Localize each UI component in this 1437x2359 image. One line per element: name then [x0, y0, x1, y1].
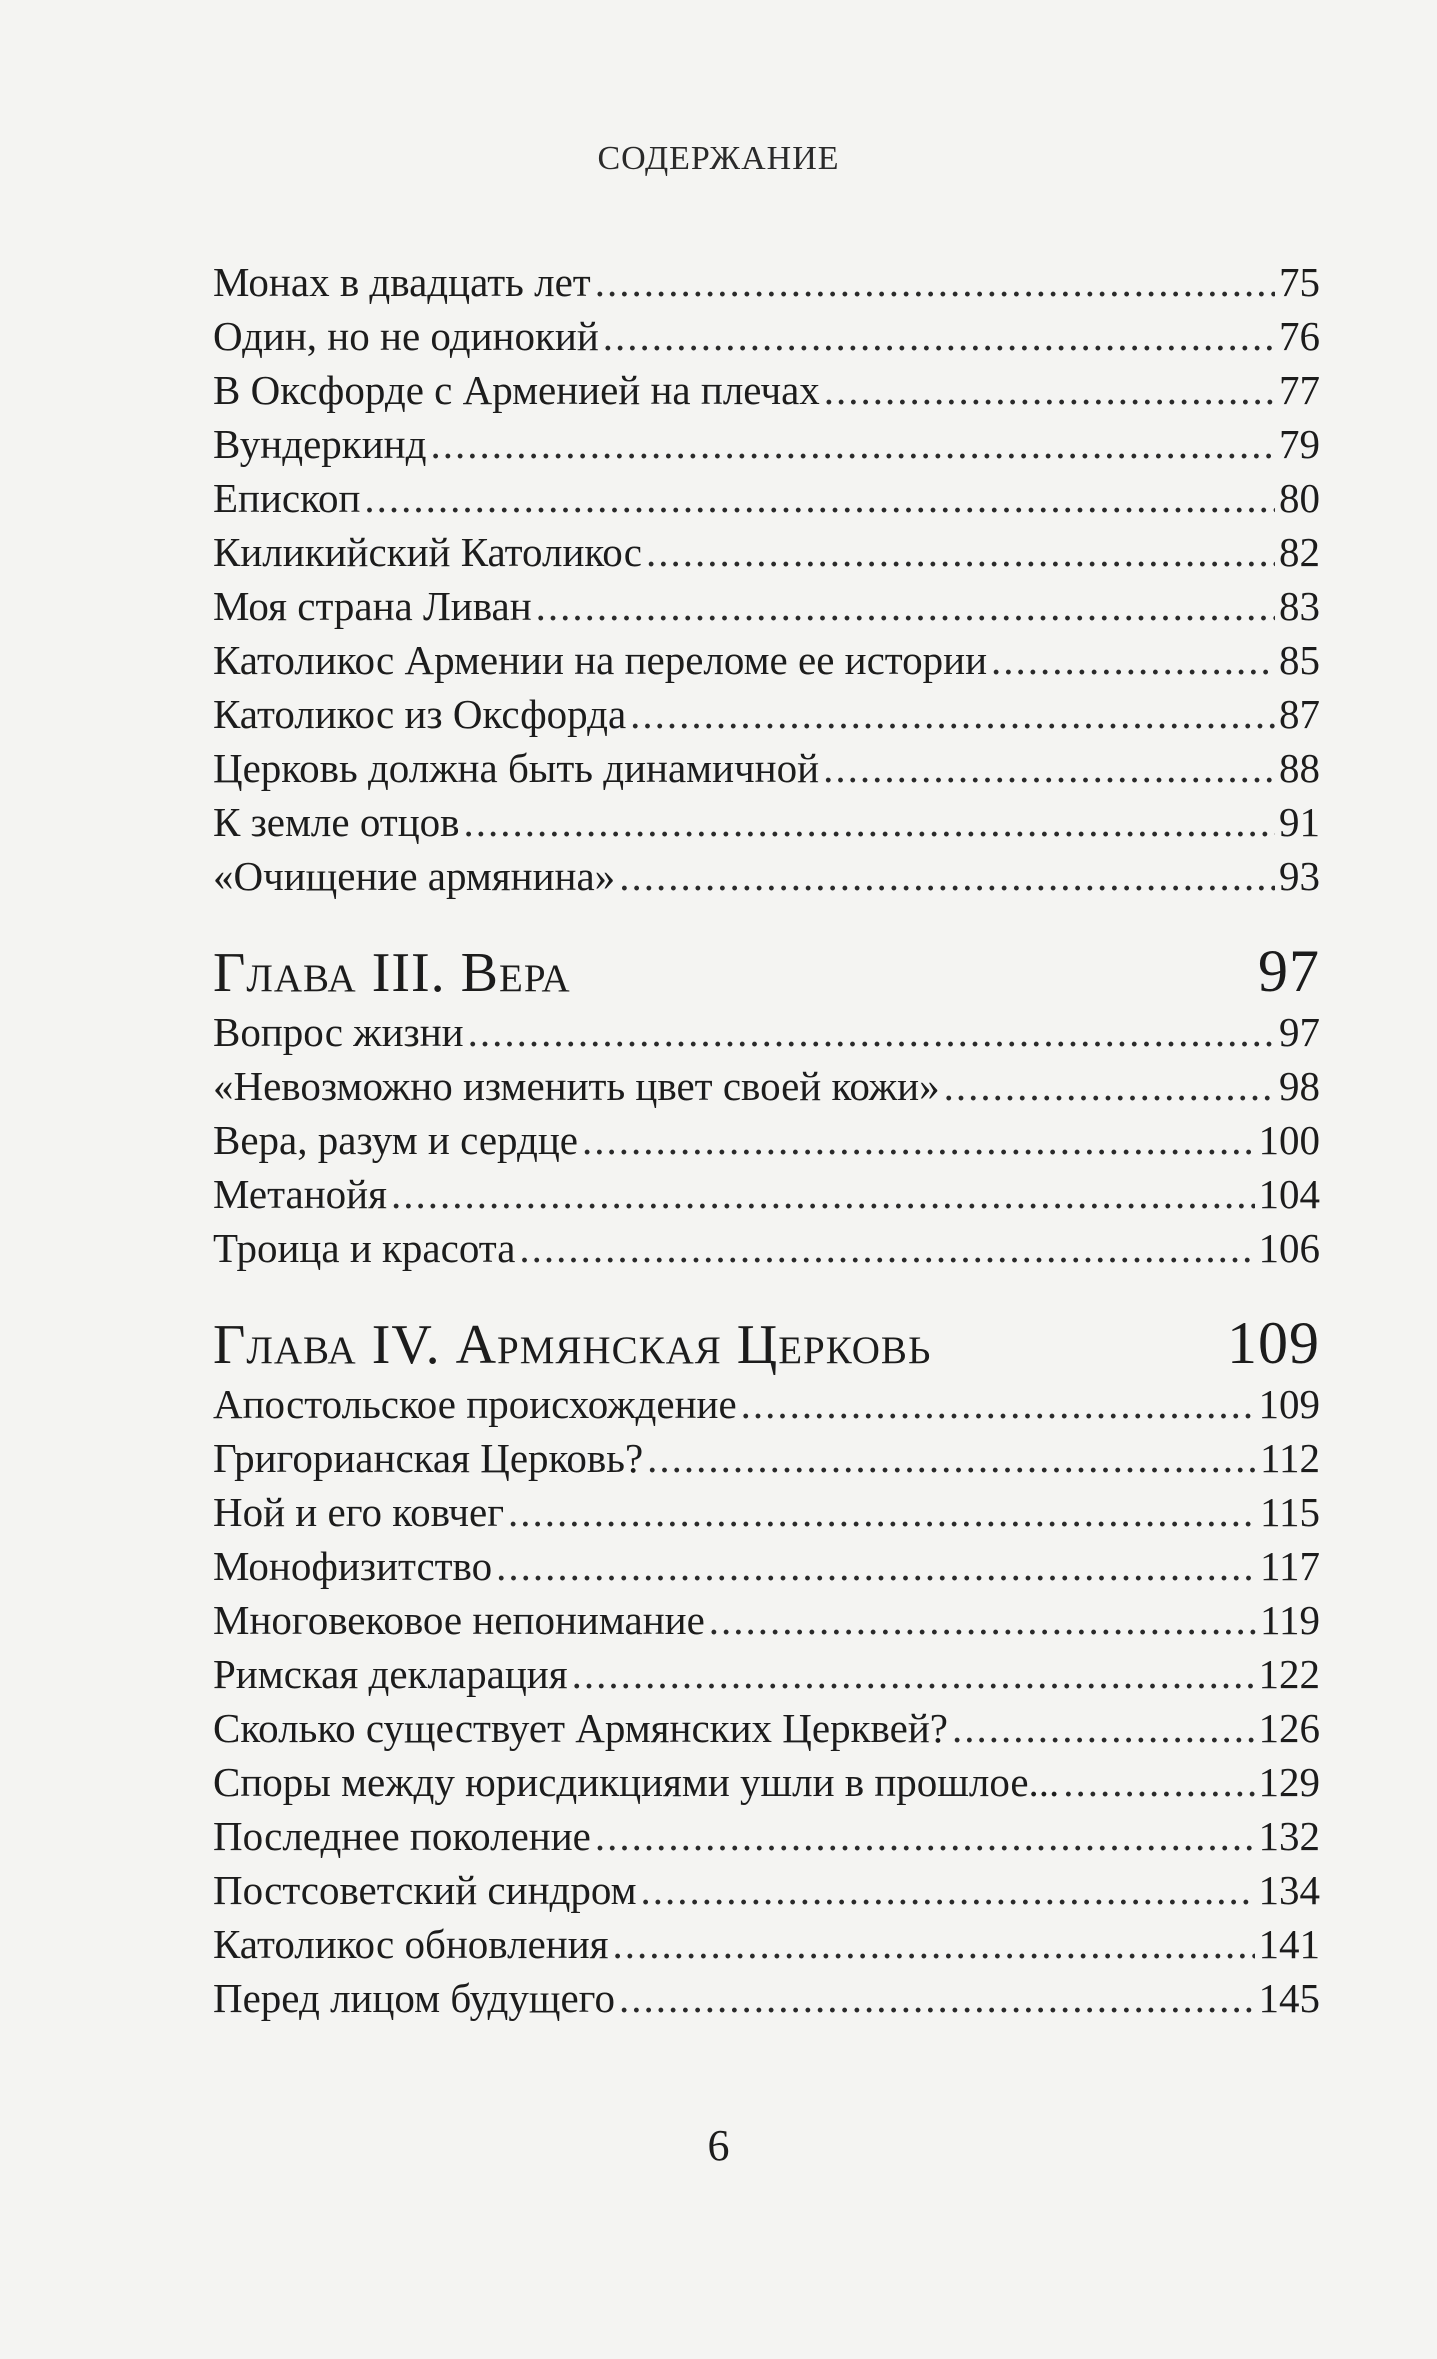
toc-entry: [213, 1809, 1320, 1863]
dot-leader: [944, 1059, 1275, 1113]
toc-entry: [213, 363, 1320, 417]
chapter-title: Глава III. Вера: [213, 942, 571, 1004]
dot-leader: [991, 633, 1275, 687]
toc-entry-page: 109: [1258, 1381, 1320, 1427]
toc-entry-page: 82: [1279, 529, 1320, 575]
toc-entry: [213, 1485, 1320, 1539]
toc-group-3: [213, 1377, 1320, 2025]
toc-entry-title: Один, но не одинокий: [213, 313, 599, 359]
toc-entry-page: 85: [1279, 637, 1320, 683]
toc-entry-title: Григорианская Церковь?: [213, 1435, 644, 1481]
toc-entry-title: Многовековое непонимание: [213, 1597, 705, 1643]
toc-entry-title: «Невозможно изменить цвет своей кожи»: [213, 1063, 940, 1109]
toc-entry-page: 117: [1260, 1543, 1320, 1589]
toc-entry-page: 97: [1279, 1009, 1320, 1055]
dot-leader: [464, 795, 1275, 849]
toc-entry-title: Споры между юрисдикциями ушли в прошлое...: [213, 1759, 1060, 1805]
toc-entry: [213, 525, 1320, 579]
toc-entry-page: 115: [1260, 1489, 1320, 1535]
dot-leader: [536, 579, 1275, 633]
toc-entry-page: 134: [1258, 1867, 1320, 1913]
dot-leader: [641, 1863, 1255, 1917]
toc-entry-title: Сколько существует Армянских Церквей?: [213, 1705, 948, 1751]
dot-leader: [508, 1485, 1256, 1539]
dot-leader: [613, 1917, 1255, 1971]
dot-leader: [582, 1113, 1255, 1167]
toc-entry-title: Последнее поколение: [213, 1813, 591, 1859]
toc-entry: [213, 1113, 1320, 1167]
dot-leader: [823, 741, 1275, 795]
toc-entry-page: 129: [1258, 1759, 1320, 1805]
dot-leader: [630, 687, 1275, 741]
dot-leader: [430, 417, 1275, 471]
toc-entry-title: Моя страна Ливан: [213, 583, 532, 629]
toc-entry-title: Католикос Армении на переломе ее истории: [213, 637, 988, 683]
toc-entry: [213, 687, 1320, 741]
toc-entry-title: Церковь должна быть динамичной: [213, 745, 820, 791]
dot-leader: [519, 1221, 1254, 1275]
toc-entry: [213, 849, 1320, 903]
toc-entry-page: 119: [1260, 1597, 1320, 1643]
toc-entry-page: 75: [1279, 259, 1320, 305]
toc-entry: [213, 1971, 1320, 2025]
dot-leader: [1063, 1755, 1254, 1809]
toc-entry-page: 91: [1279, 799, 1320, 845]
dot-leader: [595, 1809, 1255, 1863]
page-number: 6: [707, 2121, 730, 2170]
dot-leader: [364, 471, 1275, 525]
toc-entry-page: 141: [1258, 1921, 1320, 1967]
toc-entry-page: 79: [1279, 421, 1320, 467]
toc-entry-title: Епископ: [213, 475, 361, 521]
toc-group-1: [213, 255, 1320, 903]
toc-entry-title: К земле отцов: [213, 799, 460, 845]
chapter-page-number: 97: [1258, 938, 1320, 1004]
chapter-title: Глава IV. Армянская Церковь: [213, 1314, 932, 1376]
dot-leader: [741, 1377, 1255, 1431]
toc-entry: [213, 1539, 1320, 1593]
toc-entry-page: 80: [1279, 475, 1320, 521]
toc-entry: [213, 1593, 1320, 1647]
toc-entry-title: Постсоветский синдром: [213, 1867, 637, 1913]
toc-entry-title: Вундеркинд: [213, 421, 427, 467]
toc-entry: [213, 741, 1320, 795]
toc-entry: [213, 1863, 1320, 1917]
toc-entry-page: 145: [1258, 1975, 1320, 2021]
toc-entry-title: «Очищение армянина»: [213, 853, 616, 899]
toc-entry-page: 112: [1260, 1435, 1320, 1481]
dot-leader: [595, 255, 1275, 309]
toc-entry-page: 93: [1279, 853, 1320, 899]
chapter-heading-3: [213, 937, 1320, 1005]
dot-leader: [468, 1005, 1275, 1059]
dot-leader: [709, 1593, 1256, 1647]
dot-leader: [619, 849, 1275, 903]
toc-entry-title: Вопрос жизни: [213, 1009, 464, 1055]
toc-entry: [213, 633, 1320, 687]
toc-entry: [213, 471, 1320, 525]
toc-entry: [213, 579, 1320, 633]
toc-entry-page: 104: [1258, 1171, 1320, 1217]
toc-entry-title: Католикос обновления: [213, 1921, 609, 1967]
toc-entry: [213, 255, 1320, 309]
toc-entry: [213, 1221, 1320, 1275]
toc-entry-page: 106: [1258, 1225, 1320, 1271]
toc-entry-title: Киликийский Католикос: [213, 529, 642, 575]
toc-entry-title: Троица и красота: [213, 1225, 516, 1271]
toc-entry-title: Перед лицом будущего: [213, 1975, 615, 2021]
toc-entry-title: Вера, разум и сердце: [213, 1117, 578, 1163]
toc-entry: [213, 1701, 1320, 1755]
toc-entry-title: Апостольское происхождение: [213, 1381, 737, 1427]
toc-entry-page: 87: [1279, 691, 1320, 737]
toc-entry: [213, 1377, 1320, 1431]
toc-entry-title: Католикос из Оксфорда: [213, 691, 627, 737]
dot-leader: [391, 1167, 1255, 1221]
toc-entry-title: Метанойя: [213, 1171, 387, 1217]
toc-entry-page: 83: [1279, 583, 1320, 629]
toc-group-2: [213, 1005, 1320, 1275]
dot-leader: [572, 1647, 1255, 1701]
dot-leader: [647, 1431, 1256, 1485]
chapter-heading-4: [213, 1309, 1320, 1377]
toc-entry: [213, 1755, 1320, 1809]
running-head: СОДЕРЖАНИЕ: [597, 140, 840, 177]
toc-entry: [213, 1059, 1320, 1113]
toc-entry-page: 122: [1258, 1651, 1320, 1697]
dot-leader: [646, 525, 1275, 579]
toc-entry: [213, 1647, 1320, 1701]
toc-entry: [213, 1005, 1320, 1059]
toc-entry-page: 88: [1279, 745, 1320, 791]
toc-entry: [213, 795, 1320, 849]
dot-leader: [824, 363, 1275, 417]
toc-entry-page: 126: [1258, 1705, 1320, 1751]
toc-entry: [213, 1431, 1320, 1485]
toc-entry: [213, 417, 1320, 471]
toc-entry-page: 77: [1279, 367, 1320, 413]
toc-entry: [213, 1167, 1320, 1221]
dot-leader: [619, 1971, 1255, 2025]
toc-entry-page: 100: [1258, 1117, 1320, 1163]
dot-leader: [952, 1701, 1255, 1755]
dot-leader: [496, 1539, 1256, 1593]
toc-entry: [213, 1917, 1320, 1971]
toc-entry-page: 98: [1279, 1063, 1320, 1109]
toc-entry-title: Монах в двадцать лет: [213, 259, 591, 305]
chapter-page-number: 109: [1227, 1310, 1320, 1376]
toc-entry-title: Римская декларация: [213, 1651, 568, 1697]
toc-entry-title: Ной и его ковчег: [213, 1489, 505, 1535]
toc-entry-title: В Оксфорде с Арменией на плечах: [213, 367, 820, 413]
toc-entry-page: 76: [1279, 313, 1320, 359]
table-of-contents: [213, 255, 1320, 2025]
dot-leader: [603, 309, 1275, 363]
toc-entry-title: Монофизитство: [213, 1543, 493, 1589]
toc-entry: [213, 309, 1320, 363]
toc-entry-page: 132: [1258, 1813, 1320, 1859]
